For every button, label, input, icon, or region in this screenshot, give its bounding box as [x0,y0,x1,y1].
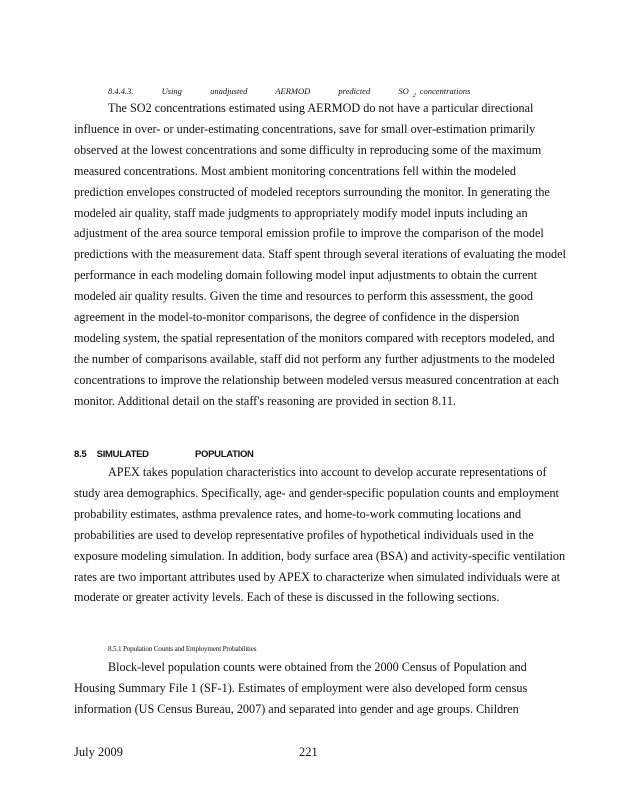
section-heading-8-5 [74,449,254,460]
section-title-word: POPULATION [195,449,254,460]
subsection-heading-8-4-4-3 [108,86,496,99]
heading-word: AERMOD [275,86,311,96]
section-number: 8.5 [74,449,87,460]
paragraph-text: Block-level population counts were obtained from the 2000 Census of Population and Housing Summary File 1 (SF-1). Estimates of employment were also developed form census information (US Census Bureau, 2007) and separated into gender and age groups. Children [74,660,528,716]
heading-word: concentrations [419,86,471,96]
heading-word: Using [161,86,182,96]
paragraph-population-counts [74,657,568,720]
heading-word: predicted [338,86,371,96]
paragraph-text: APEX takes population characteristics into account to develop accurate representations of study area demographics. Specifically, age- and gender-specific population counts and employment probability estimates, asthma prevalence rates, and home-to-work commuting locations and probabilities are used to develop representative profiles of hypothetical individuals used in the exposure modeling simulation. In addition, body surface area (BSA) and activity-specific ventilation rates are two important attributes used by APEX to characterize when simulated individuals were at moderate or greater activity levels. Each of these is discussed in the following sections. [74,465,566,605]
footer-date: July 2009 [74,745,123,759]
subsection-number: 8.4.4.3. [108,86,134,96]
paragraph-simulated-population [74,462,568,608]
footer-page-number: 221 [299,745,318,759]
paragraph-aermod-evaluation [74,98,568,412]
section-title-word: SIMULATED [96,449,149,460]
subsection-heading-8-5-1: 8.5.1 Population Counts and Employment Probabilities [108,645,257,653]
heading-subscript: 2 [412,92,416,99]
heading-word: unadjusted [210,86,248,96]
heading-word: SO [398,86,409,96]
paragraph-text: The SO2 concentrations estimated using AERMOD do not have a particular directional influence in over- or under-estimating concentrations, save for small over-estimation primarily observed at the lowest concentrations and some difficulty in reproducing some of the maximum measured concentrations. Most ambient monitoring concentrations fell within the modeled prediction envelopes constructed of modeled receptors surrounding the monitor. In generating the modeled air quality, staff made judgments to appropriately modify model inputs including an adjustment of the area source temporal emission profile to improve the comparison of the model predictions with the measurement data. Staff spent through several iterations of evaluating the model performance in each modeling domain following model input adjustments to obtain the current modeled air quality results. Given the time and resources to perform this assessment, the good agreement in the model-to-monitor comparisons, the degree of confidence in the dispersion modeling system, the spatial representation of the monitors compared with receptors modeled, and the number of comparisons available, staff did not perform any further adjustments to the modeled concentrations to improve the relationship between modeled versus measured concentration at each monitor. Additional detail on the staff's reasoning are provided in section 8.11. [74,101,566,408]
